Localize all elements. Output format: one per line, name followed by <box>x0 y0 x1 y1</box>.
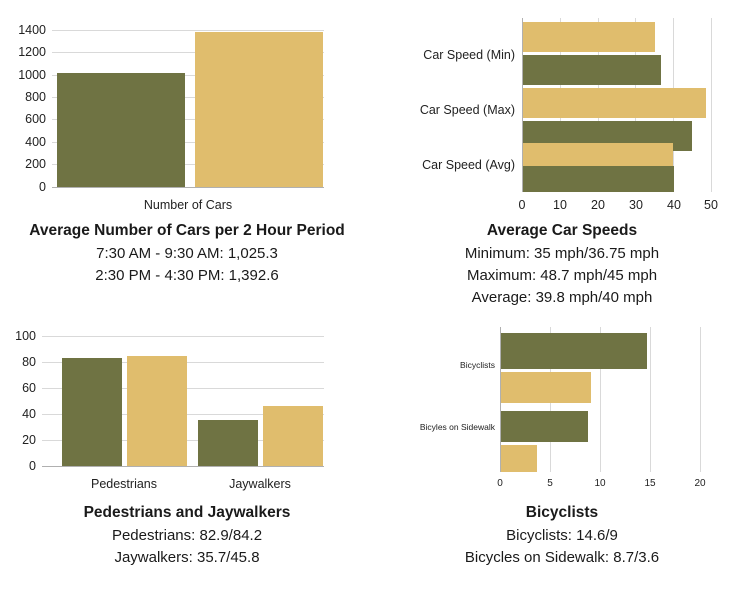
bikes-caption-line2: Bicycles on Sidewalk: 8.7/3.6 <box>464 549 660 566</box>
bikes-xtick-20: 20 <box>694 478 706 489</box>
bikes-xtick-15: 15 <box>644 478 656 489</box>
bikes-xtick-5: 5 <box>547 478 553 489</box>
cars-bar-am <box>57 73 185 187</box>
peds-caption-line1: Pedestrians: 82.9/84.2 <box>111 527 263 544</box>
bikes-gridline-20 <box>700 327 701 472</box>
speeds-caption <box>375 220 749 309</box>
cars-ytick-1400: 1400 <box>18 23 46 37</box>
peds-gridline-100 <box>42 336 324 337</box>
peds-ytick-100: 100 <box>15 329 36 343</box>
peds-bar-pedestrians-am <box>62 358 122 466</box>
peds-chart-area <box>0 310 374 490</box>
speeds-xtick-0: 0 <box>518 198 526 212</box>
peds-ytick-60: 60 <box>22 381 36 395</box>
speeds-chart-area <box>375 0 749 215</box>
cars-ytick-600: 600 <box>25 112 46 126</box>
speeds-xtick-40: 40 <box>667 198 681 212</box>
cars-axis-baseline <box>52 187 324 188</box>
speeds-xtick-30: 30 <box>629 198 643 212</box>
bikes-cat-bicyclists: Bicyclists <box>460 360 495 370</box>
speeds-xtick-50: 50 <box>704 198 718 212</box>
cars-ytick-200: 200 <box>25 157 46 171</box>
chart-panel-cars <box>0 0 374 310</box>
bikes-caption <box>375 502 749 569</box>
bikes-caption-line1: Bicyclists: 14.6/9 <box>506 527 618 544</box>
speeds-cat-min: Car Speed (Min) <box>423 48 515 62</box>
bikes-xtick-0: 0 <box>497 478 503 489</box>
peds-bar-jaywalkers-am <box>198 420 258 466</box>
chart-panel-bicyclists <box>375 310 749 598</box>
speeds-bar-min-am <box>523 22 655 52</box>
cars-caption-line1: 7:30 AM - 9:30 AM: 1,025.3 <box>96 245 278 262</box>
bikes-caption-title: Bicyclists <box>525 504 599 521</box>
peds-caption-title: Pedestrians and Jaywalkers <box>83 504 291 521</box>
cars-xlabel: Number of Cars <box>143 198 233 212</box>
speeds-caption-line1: Minimum: 35 mph/36.75 mph <box>464 245 660 262</box>
peds-bar-pedestrians-pm <box>127 356 187 466</box>
speeds-cat-avg: Car Speed (Avg) <box>422 158 515 172</box>
speeds-xtick-20: 20 <box>591 198 605 212</box>
speeds-xtick-10: 10 <box>553 198 567 212</box>
peds-bar-jaywalkers-pm <box>263 406 323 466</box>
bikes-chart-area <box>375 310 749 495</box>
cars-ytick-400: 400 <box>25 135 46 149</box>
cars-caption-title: Average Number of Cars per 2 Hour Period <box>29 222 345 239</box>
speeds-caption-line2: Maximum: 48.7 mph/45 mph <box>466 267 658 284</box>
bikes-bar-bicyclists-pm <box>501 372 591 403</box>
cars-ytick-800: 800 <box>25 90 46 104</box>
peds-caption <box>0 502 374 569</box>
speeds-bar-avg-pm <box>523 166 674 192</box>
peds-ytick-40: 40 <box>22 407 36 421</box>
bikes-bar-sidewalk-am <box>501 411 588 442</box>
peds-ytick-20: 20 <box>22 433 36 447</box>
peds-ytick-0: 0 <box>29 459 36 473</box>
cars-caption <box>0 220 374 287</box>
speeds-bar-max-am <box>523 88 706 118</box>
cars-gridline-1400 <box>52 30 324 31</box>
speeds-bar-min-pm <box>523 55 661 85</box>
speeds-gridline-50 <box>711 18 712 192</box>
cars-chart-area <box>0 0 374 212</box>
speeds-caption-line3: Average: 39.8 mph/40 mph <box>471 289 653 306</box>
speeds-caption-title: Average Car Speeds <box>486 222 638 239</box>
bikes-gridline-15 <box>650 327 651 472</box>
peds-caption-line2: Jaywalkers: 35.7/45.8 <box>114 549 260 566</box>
speeds-cat-max: Car Speed (Max) <box>419 103 515 117</box>
cars-ytick-1200: 1200 <box>18 45 46 59</box>
peds-cat-pedestrians: Pedestrians <box>90 477 158 491</box>
bikes-cat-sidewalk: Bicyles on Sidewalk <box>419 422 495 432</box>
bikes-xtick-10: 10 <box>594 478 606 489</box>
chart-panel-speeds <box>375 0 749 310</box>
peds-ytick-80: 80 <box>22 355 36 369</box>
peds-axis-baseline <box>42 466 324 467</box>
chart-panel-pedestrians <box>0 310 374 598</box>
cars-ytick-1000: 1000 <box>18 68 46 82</box>
bikes-bar-bicyclists-am <box>501 333 647 369</box>
cars-bar-pm <box>195 32 323 187</box>
peds-cat-jaywalkers: Jaywalkers <box>229 477 291 491</box>
cars-ytick-0: 0 <box>39 180 46 194</box>
cars-caption-line2: 2:30 PM - 4:30 PM: 1,392.6 <box>95 267 279 284</box>
bikes-bar-sidewalk-pm <box>501 445 537 472</box>
